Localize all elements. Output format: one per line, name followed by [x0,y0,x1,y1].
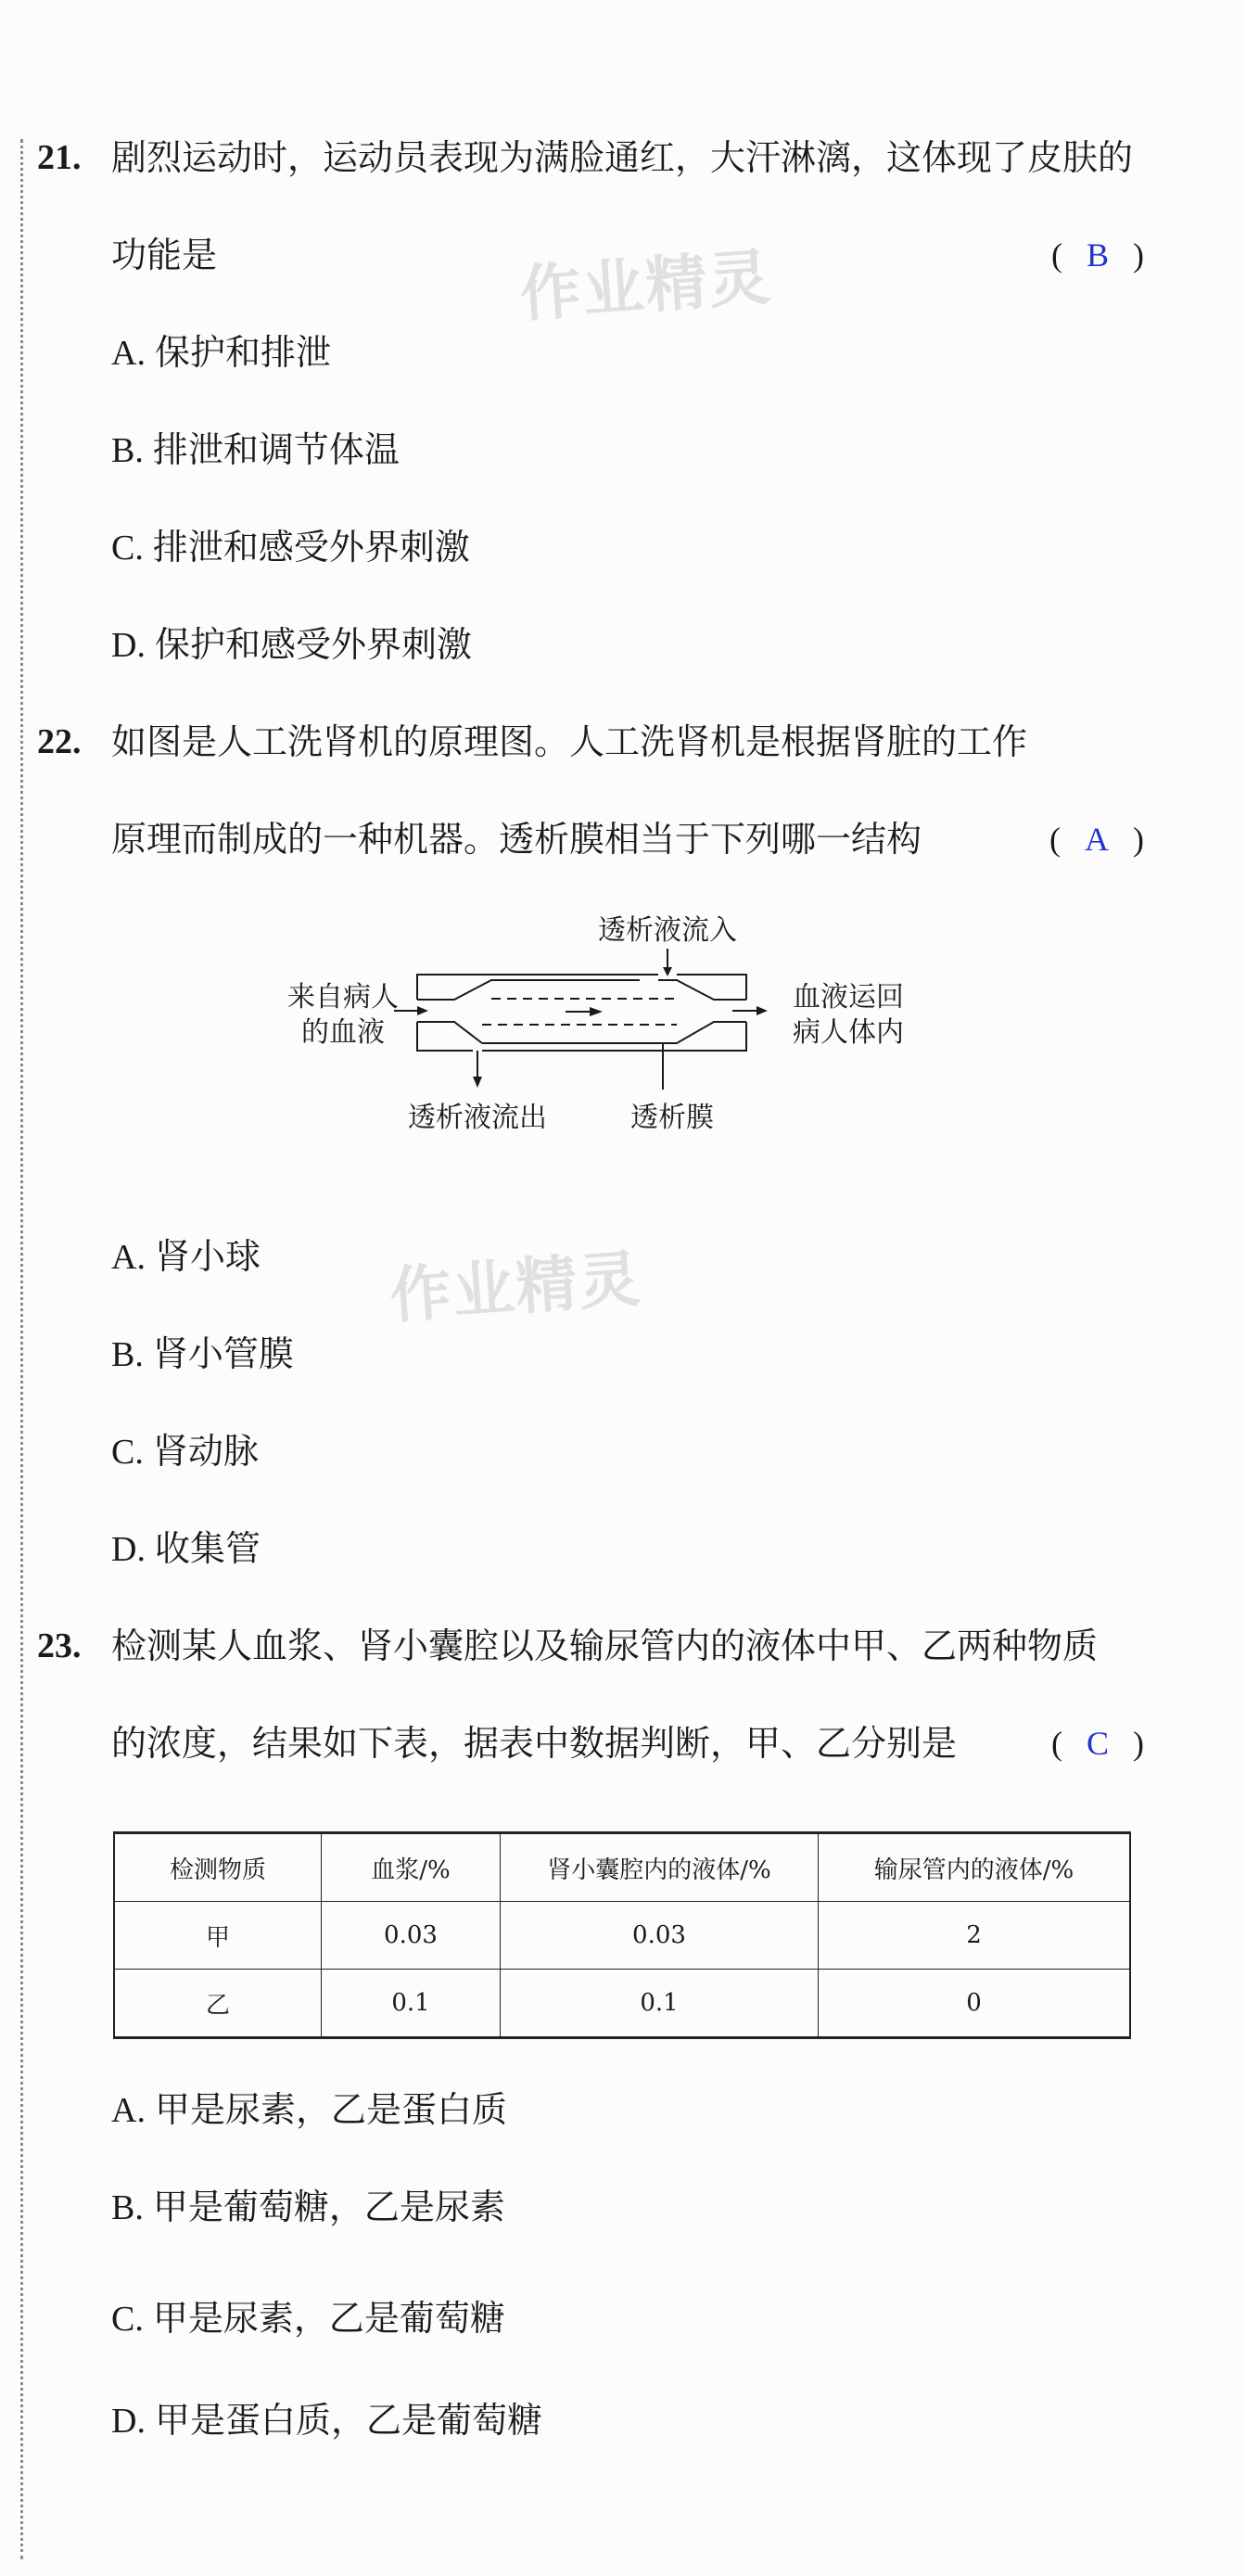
table-header: 检测物质 [114,1833,322,1902]
table-cell: 甲 [114,1902,322,1970]
question-21-stem-line1: 剧烈运动时，运动员表现为满脸通红，大汗淋漓，这体现了皮肤的 [111,137,1134,178]
question-21-number: 21. [37,138,82,177]
table-header-row [114,1833,1130,1902]
table-cell: 0.1 [501,1970,819,2038]
table-cell: 0 [819,1970,1131,2038]
question-23-option-b: B. 甲是葡萄糖，乙是尿素 [111,2187,505,2227]
question-22-answer: ( A ) [1049,821,1144,858]
question-22-answer-letter: A [1085,821,1109,858]
table-header: 血浆/% [322,1833,501,1902]
watermark: 作业精灵 [517,241,774,331]
question-22-option-b: B. 肾小管膜 [111,1333,294,1374]
question-21-option-b: B. 排泄和调节体温 [111,429,400,470]
table-cell: 0.03 [501,1902,819,1970]
question-23-answer-letter: C [1086,1725,1109,1762]
question-21-answer-letter: B [1086,236,1109,274]
question-22-option-a: A. 肾小球 [111,1236,261,1277]
table-cell: 0.1 [322,1970,501,2038]
table-header: 输尿管内的液体/% [819,1833,1131,1902]
question-22-stem-line1: 如图是人工洗肾机的原理图。人工洗肾机是根据肾脏的工作 [111,721,1028,762]
label-blood-out-2: 病人体内 [793,1016,904,1049]
question-22-number: 22. [37,722,82,761]
table-header: 肾小囊腔内的液体/% [501,1833,819,1902]
question-21-answer: ( B ) [1050,236,1144,274]
question-21-option-c: C. 排泄和感受外界刺激 [111,527,470,567]
question-21-stem-line2: 功能是 [111,235,218,275]
question-22-option-d: D. 收集管 [111,1528,261,1569]
label-dialysate-out: 透析液流出 [408,1102,547,1134]
concentration-table [113,1831,1131,2039]
label-dialysate-in: 透析液流入 [598,914,737,947]
question-23-option-d: D. 甲是蛋白质，乙是葡萄糖 [111,2400,542,2441]
table-row [114,1902,1130,1970]
question-21-option-d: D. 保护和感受外界刺激 [111,624,472,665]
question-21-option-a: A. 保护和排泄 [111,332,331,373]
question-22-option-c: C. 肾动脉 [111,1431,259,1472]
question-23-option-c: C. 甲是尿素，乙是葡萄糖 [111,2298,505,2339]
label-blood-in-1: 来自病人 [287,981,399,1014]
question-23-stem-line1: 检测某人血浆、肾小囊腔以及输尿管内的液体中甲、乙两种物质 [111,1626,1099,1666]
watermark: 作业精灵 [388,1243,644,1333]
label-blood-in-2: 的血液 [301,1016,385,1049]
binding-margin-line [20,139,23,2559]
question-22-stem-line2: 原理而制成的一种机器。透析膜相当于下列哪一结构 [111,819,922,860]
table-cell: 2 [819,1902,1131,1970]
question-23-stem-line2: 的浓度，结果如下表，据表中数据判断，甲、乙分别是 [111,1723,958,1764]
label-membrane: 透析膜 [630,1102,714,1134]
label-blood-out-1: 血液运回 [793,981,904,1014]
dialysis-machine-diagram [269,904,973,1182]
table-row [114,1970,1130,2038]
question-23-option-a: A. 甲是尿素，乙是蛋白质 [111,2089,507,2130]
table-cell: 乙 [114,1970,322,2038]
question-23-answer: ( C ) [1050,1725,1144,1762]
table-cell: 0.03 [322,1902,501,1970]
question-23-number: 23. [37,1626,82,1665]
